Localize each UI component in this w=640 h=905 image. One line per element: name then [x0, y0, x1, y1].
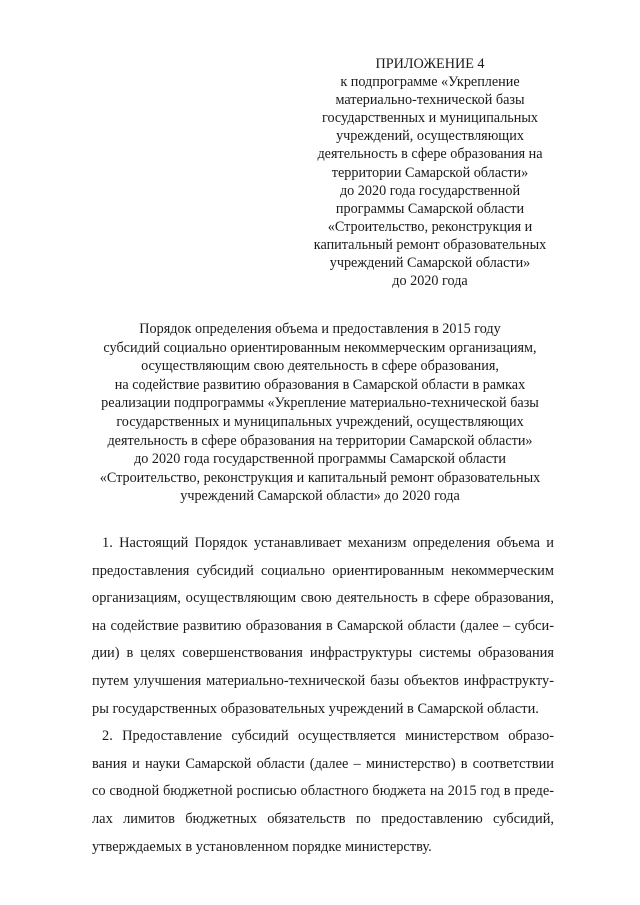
paragraph-1-line: 1. Настоящий Порядок устанавливает механизм определения объема и — [102, 535, 554, 551]
title-line: Порядок определения объема и предоставления в 2015 году — [139, 321, 501, 337]
appendix-line: до 2020 года государственной — [339, 182, 521, 199]
appendix-line: учреждений Самарской области» — [329, 255, 531, 272]
appendix-line: деятельность в сфере образования на — [317, 146, 543, 163]
title-line: осуществляющим свою деятельность в сфере образования, — [141, 358, 499, 375]
paragraph-1-line: путем улучшения материально-технической базы объектов инфраструкту- — [92, 672, 554, 689]
paragraph-2-line: со сводной бюджетной росписью областного бюджета на 2015 год в преде- — [92, 783, 554, 800]
appendix-header — [290, 55, 570, 290]
paragraph-1-line: дии) в целях совершенствования инфраструктуры системы образования — [92, 645, 554, 662]
title-line: «Строительство, реконструкция и капитальный ремонт образовательных — [99, 469, 541, 486]
paragraph-2-line: утверждаемых в установленном порядке министерству. — [92, 838, 432, 855]
appendix-line: территории Самарской области» — [331, 164, 529, 181]
document-body — [92, 530, 554, 861]
appendix-line: программы Самарской области — [335, 200, 525, 217]
appendix-line: «Строительство, реконструкция и — [327, 218, 533, 235]
appendix-line: учреждений, осуществляющих — [336, 128, 524, 145]
paragraph-1-line: организациям, осуществляющим свою деятельность в сфере образования, — [92, 590, 554, 607]
title-line: государственных и муниципальных учреждений, осуществляющих — [116, 413, 524, 430]
document-title — [40, 320, 600, 506]
title-line: реализации подпрограммы «Укрепление материально-технической базы — [101, 395, 539, 412]
paragraph-2-line: 2. Предоставление субсидий осуществляется министерством образо- — [102, 728, 554, 745]
title-line: деятельность в сфере образования на территории Самарской области» — [107, 432, 533, 449]
appendix-line: до 2020 года — [392, 273, 468, 290]
paragraph-2-line: вания и науки Самарской области (далее – министерство) в соответствии — [92, 755, 554, 772]
appendix-line: государственных и муниципальных — [322, 110, 538, 127]
appendix-line: капитальный ремонт образовательных — [313, 236, 547, 253]
appendix-line: к подпрограмме «Укрепление — [340, 74, 520, 91]
appendix-line: ПРИЛОЖЕНИЕ 4 — [375, 56, 485, 72]
title-line: до 2020 года государственной программы Самарской области — [134, 451, 506, 468]
title-line: на содействие развитию образования в Самарской области в рамках — [114, 376, 526, 393]
title-line: субсидий социально ориентированным некоммерческим организациям, — [103, 339, 537, 356]
paragraph-1-line: ры государственных образовательных учреждений в Самарской области. — [92, 700, 539, 717]
paragraph-1-line: предоставления субсидий социально ориентированным некоммерческим — [92, 562, 554, 579]
title-line: учреждений Самарской области» до 2020 года — [180, 488, 460, 505]
paragraph-2-line: лах лимитов бюджетных обязательств по предоставлению субсидий, — [92, 810, 554, 827]
paragraph-1-line: на содействие развитию образования в Самарской области (далее – субси- — [92, 617, 554, 634]
appendix-line: материально-технической базы — [335, 92, 525, 109]
